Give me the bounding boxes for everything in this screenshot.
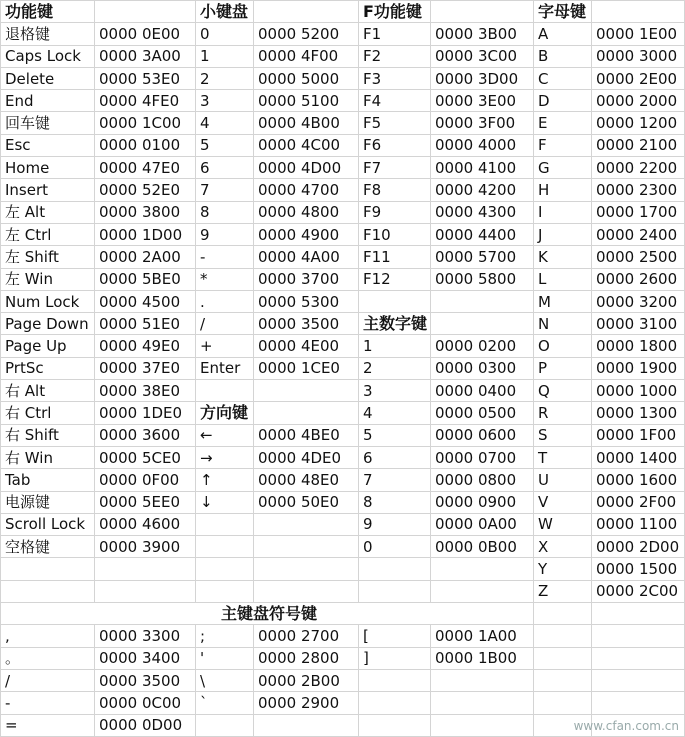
- scan-code: 0000 3300: [95, 625, 196, 647]
- key-name: 6: [196, 157, 254, 179]
- scan-code: 0000 49E0: [95, 335, 196, 357]
- scan-code: 0000 1C00: [95, 112, 196, 134]
- key-name: F12: [359, 268, 431, 290]
- table-row: [1, 201, 685, 223]
- scan-code: 0000 1100: [592, 513, 685, 535]
- scan-code: 0000 0B00: [431, 536, 534, 558]
- scan-code: 0000 4E00: [254, 335, 359, 357]
- scan-code: 0000 5BE0: [95, 268, 196, 290]
- key-name: Q: [534, 380, 592, 402]
- key-name: B: [534, 45, 592, 67]
- empty-cell: [254, 380, 359, 402]
- key-name: 5: [196, 134, 254, 156]
- key-name: 7: [359, 469, 431, 491]
- section-header: 字母键: [534, 1, 592, 23]
- key-name: 右 Win: [1, 446, 95, 468]
- scan-code: 0000 38E0: [95, 380, 196, 402]
- table-row: [1, 157, 685, 179]
- key-name: ': [196, 647, 254, 669]
- key-name: 右 Shift: [1, 424, 95, 446]
- scan-code: 0000 1700: [592, 201, 685, 223]
- key-name: .: [196, 290, 254, 312]
- key-name: 左 Win: [1, 268, 95, 290]
- scan-code: 0000 0100: [95, 134, 196, 156]
- empty-cell: [254, 558, 359, 580]
- scan-code: 0000 4000: [431, 134, 534, 156]
- empty-cell: [254, 714, 359, 736]
- scan-code: 0000 2300: [592, 179, 685, 201]
- key-name: 9: [196, 223, 254, 245]
- key-name: *: [196, 268, 254, 290]
- empty-cell: [534, 625, 592, 647]
- table-row: [1, 647, 685, 669]
- empty-cell: [592, 692, 685, 714]
- key-name: A: [534, 23, 592, 45]
- scan-code: 0000 4B00: [254, 112, 359, 134]
- scan-code: 0000 1B00: [431, 647, 534, 669]
- empty-cell: [196, 714, 254, 736]
- scan-code: 0000 2C00: [592, 580, 685, 602]
- scan-code: 0000 3E00: [431, 90, 534, 112]
- scan-code: 0000 4F00: [254, 45, 359, 67]
- key-name: K: [534, 246, 592, 268]
- key-name: W: [534, 513, 592, 535]
- section-header: 主数字键: [359, 313, 431, 335]
- scan-code: 0000 1500: [592, 558, 685, 580]
- key-name: 8: [196, 201, 254, 223]
- scan-code: 0000 1400: [592, 446, 685, 468]
- empty-cell: [359, 714, 431, 736]
- empty-cell: [431, 714, 534, 736]
- key-name: End: [1, 90, 95, 112]
- key-name: 6: [359, 446, 431, 468]
- empty-cell: [95, 558, 196, 580]
- scan-code: 0000 52E0: [95, 179, 196, 201]
- key-name: Y: [534, 558, 592, 580]
- scan-code: 0000 4DE0: [254, 446, 359, 468]
- scan-code: 0000 5000: [254, 67, 359, 89]
- key-name: F10: [359, 223, 431, 245]
- table-row: [1, 179, 685, 201]
- scan-code: 0000 1A00: [431, 625, 534, 647]
- scan-code: 0000 3900: [95, 536, 196, 558]
- scan-code: 0000 2D00: [592, 536, 685, 558]
- scan-code: 0000 0700: [431, 446, 534, 468]
- key-name: -: [1, 692, 95, 714]
- empty-cell: [534, 647, 592, 669]
- empty-cell: [196, 380, 254, 402]
- scan-code: 0000 2700: [254, 625, 359, 647]
- key-name: Page Down: [1, 313, 95, 335]
- scan-code: 0000 5200: [254, 23, 359, 45]
- scan-code: 0000 4A00: [254, 246, 359, 268]
- empty-cell: [431, 290, 534, 312]
- empty-cell: [431, 580, 534, 602]
- scan-code: 0000 5700: [431, 246, 534, 268]
- scan-code: 0000 1800: [592, 335, 685, 357]
- empty-cell: [534, 603, 592, 625]
- key-name: \: [196, 669, 254, 691]
- key-name: 0: [359, 536, 431, 558]
- empty-cell: [431, 558, 534, 580]
- section-header: 功能键: [1, 1, 95, 23]
- key-name: →: [196, 446, 254, 468]
- scan-code: 0000 4400: [431, 223, 534, 245]
- key-name: /: [1, 669, 95, 691]
- scan-code: 0000 3F00: [431, 112, 534, 134]
- empty-cell: [431, 1, 534, 23]
- scan-code: 0000 0E00: [95, 23, 196, 45]
- scan-code: 0000 5CE0: [95, 446, 196, 468]
- key-name: 3: [359, 380, 431, 402]
- key-name: S: [534, 424, 592, 446]
- table-row: [1, 290, 685, 312]
- scan-code: 0000 2B00: [254, 669, 359, 691]
- empty-cell: [254, 580, 359, 602]
- scan-code: 0000 51E0: [95, 313, 196, 335]
- table-row: [1, 558, 685, 580]
- empty-cell: [359, 558, 431, 580]
- scan-code: 0000 0600: [431, 424, 534, 446]
- scan-code: 0000 0200: [431, 335, 534, 357]
- empty-cell: [592, 669, 685, 691]
- scan-code: 0000 2200: [592, 157, 685, 179]
- key-name: O: [534, 335, 592, 357]
- key-name: PrtSc: [1, 357, 95, 379]
- key-name: D: [534, 90, 592, 112]
- scan-code: 0000 4700: [254, 179, 359, 201]
- scan-code: 0000 2400: [592, 223, 685, 245]
- scan-code: 0000 5EE0: [95, 491, 196, 513]
- key-name: M: [534, 290, 592, 312]
- key-name: 退格键: [1, 23, 95, 45]
- scan-code: 0000 3000: [592, 45, 685, 67]
- key-name: ↑: [196, 469, 254, 491]
- empty-cell: [534, 692, 592, 714]
- key-name: `: [196, 692, 254, 714]
- empty-cell: [431, 692, 534, 714]
- scan-code: 0000 50E0: [254, 491, 359, 513]
- scan-code: 0000 5300: [254, 290, 359, 312]
- key-name: P: [534, 357, 592, 379]
- key-name: F3: [359, 67, 431, 89]
- empty-cell: [592, 625, 685, 647]
- key-name: 右 Ctrl: [1, 402, 95, 424]
- key-name: =: [1, 714, 95, 736]
- empty-cell: [95, 1, 196, 23]
- key-name: Insert: [1, 179, 95, 201]
- key-name: /: [196, 313, 254, 335]
- key-name: 0: [196, 23, 254, 45]
- key-name: 。: [1, 647, 95, 669]
- scan-code: 0000 4BE0: [254, 424, 359, 446]
- key-name: 4: [196, 112, 254, 134]
- scan-code: 0000 0300: [431, 357, 534, 379]
- scan-code: 0000 3A00: [95, 45, 196, 67]
- scan-code: 0000 2600: [592, 268, 685, 290]
- key-name: 5: [359, 424, 431, 446]
- scan-code: 0000 3800: [95, 201, 196, 223]
- key-name: 3: [196, 90, 254, 112]
- key-name: ]: [359, 647, 431, 669]
- table-row: [1, 90, 685, 112]
- table-body: [1, 1, 685, 737]
- table-row: [1, 603, 685, 625]
- key-name: Caps Lock: [1, 45, 95, 67]
- key-name: F6: [359, 134, 431, 156]
- key-name: T: [534, 446, 592, 468]
- scan-code: 0000 4500: [95, 290, 196, 312]
- table-row: [1, 246, 685, 268]
- empty-cell: [254, 536, 359, 558]
- key-name: H: [534, 179, 592, 201]
- scan-code: 0000 0C00: [95, 692, 196, 714]
- table-row: [1, 536, 685, 558]
- empty-cell: [1, 580, 95, 602]
- scan-code: 0000 2800: [254, 647, 359, 669]
- key-name: N: [534, 313, 592, 335]
- table-row: [1, 491, 685, 513]
- scan-code: 0000 3100: [592, 313, 685, 335]
- empty-cell: [592, 1, 685, 23]
- scan-code: 0000 1DE0: [95, 402, 196, 424]
- scan-code: 0000 4FE0: [95, 90, 196, 112]
- scan-code: 0000 3600: [95, 424, 196, 446]
- table-row: [1, 134, 685, 156]
- scan-code: 0000 3500: [95, 669, 196, 691]
- table-row: [1, 692, 685, 714]
- key-name: 左 Ctrl: [1, 223, 95, 245]
- key-name: G: [534, 157, 592, 179]
- key-name: 7: [196, 179, 254, 201]
- scan-code: 0000 3D00: [431, 67, 534, 89]
- scan-code: 0000 3500: [254, 313, 359, 335]
- key-name: 左 Alt: [1, 201, 95, 223]
- scan-code: 0000 3400: [95, 647, 196, 669]
- scan-code: 0000 5100: [254, 90, 359, 112]
- scan-code: 0000 3200: [592, 290, 685, 312]
- key-name: F7: [359, 157, 431, 179]
- empty-cell: [196, 513, 254, 535]
- scan-code: 0000 4900: [254, 223, 359, 245]
- scan-code: 0000 2500: [592, 246, 685, 268]
- scan-code: 0000 1D00: [95, 223, 196, 245]
- key-name: 右 Alt: [1, 380, 95, 402]
- scan-code: 0000 0800: [431, 469, 534, 491]
- key-name: ↓: [196, 491, 254, 513]
- scan-code: 0000 4600: [95, 513, 196, 535]
- key-name: 9: [359, 513, 431, 535]
- key-name: Page Up: [1, 335, 95, 357]
- key-name: L: [534, 268, 592, 290]
- key-name: ,: [1, 625, 95, 647]
- key-name: C: [534, 67, 592, 89]
- scan-code: 0000 0F00: [95, 469, 196, 491]
- empty-cell: [359, 669, 431, 691]
- key-name: R: [534, 402, 592, 424]
- key-name: Delete: [1, 67, 95, 89]
- empty-cell: [1, 558, 95, 580]
- scan-code: 0000 0D00: [95, 714, 196, 736]
- empty-cell: [534, 669, 592, 691]
- empty-cell: [196, 536, 254, 558]
- key-name: 电源键: [1, 491, 95, 513]
- scan-code: 0000 0A00: [431, 513, 534, 535]
- key-name: Home: [1, 157, 95, 179]
- key-name: Num Lock: [1, 290, 95, 312]
- scan-code: 0000 4800: [254, 201, 359, 223]
- table-row: [1, 580, 685, 602]
- scan-code: 0000 53E0: [95, 67, 196, 89]
- scan-code: 0000 2F00: [592, 491, 685, 513]
- scan-code: 0000 2000: [592, 90, 685, 112]
- table-row: [1, 313, 685, 335]
- table-row: [1, 23, 685, 45]
- key-name: F1: [359, 23, 431, 45]
- table-row: [1, 446, 685, 468]
- scan-code: 0000 0900: [431, 491, 534, 513]
- scan-code: 0000 1F00: [592, 424, 685, 446]
- empty-cell: [359, 290, 431, 312]
- scan-code: 0000 1300: [592, 402, 685, 424]
- scan-code: 0000 4100: [431, 157, 534, 179]
- key-name: 2: [196, 67, 254, 89]
- table-row: [1, 45, 685, 67]
- key-name: F9: [359, 201, 431, 223]
- empty-cell: [592, 603, 685, 625]
- scan-code: 0000 1900: [592, 357, 685, 379]
- key-name: F: [534, 134, 592, 156]
- empty-cell: [359, 692, 431, 714]
- section-header: 方向键: [196, 402, 254, 424]
- scan-code: 0000 2A00: [95, 246, 196, 268]
- key-name: 1: [359, 335, 431, 357]
- scan-code: 0000 3700: [254, 268, 359, 290]
- key-name: F11: [359, 246, 431, 268]
- scan-code: 0000 4C00: [254, 134, 359, 156]
- key-name: Scroll Lock: [1, 513, 95, 535]
- key-name: 2: [359, 357, 431, 379]
- empty-cell: [196, 580, 254, 602]
- key-name: I: [534, 201, 592, 223]
- key-name: -: [196, 246, 254, 268]
- scan-code: 0000 1000: [592, 380, 685, 402]
- scan-code: 0000 1E00: [592, 23, 685, 45]
- table-row: [1, 625, 685, 647]
- key-name: U: [534, 469, 592, 491]
- table-row: [1, 669, 685, 691]
- key-name: 4: [359, 402, 431, 424]
- key-name: Tab: [1, 469, 95, 491]
- section-header: 小键盘: [196, 1, 254, 23]
- key-name: F8: [359, 179, 431, 201]
- key-name: 空格键: [1, 536, 95, 558]
- key-name: ;: [196, 625, 254, 647]
- empty-cell: [254, 402, 359, 424]
- empty-cell: [431, 313, 534, 335]
- scan-code: 0000 2100: [592, 134, 685, 156]
- empty-cell: [359, 580, 431, 602]
- scan-code: 0000 37E0: [95, 357, 196, 379]
- key-name: ←: [196, 424, 254, 446]
- key-name: J: [534, 223, 592, 245]
- key-name: Esc: [1, 134, 95, 156]
- key-name: F5: [359, 112, 431, 134]
- empty-cell: [431, 669, 534, 691]
- table-row: [1, 112, 685, 134]
- key-name: 回车键: [1, 112, 95, 134]
- scan-code: 0000 2900: [254, 692, 359, 714]
- empty-cell: [95, 580, 196, 602]
- empty-cell: [592, 647, 685, 669]
- table-row: [1, 513, 685, 535]
- scan-code: 0000 47E0: [95, 157, 196, 179]
- section-header: 主键盘符号键: [1, 603, 534, 625]
- scan-code: 0000 1200: [592, 112, 685, 134]
- key-name: F4: [359, 90, 431, 112]
- table-row: [1, 402, 685, 424]
- scan-code: 0000 0500: [431, 402, 534, 424]
- key-name: Z: [534, 580, 592, 602]
- scan-code: 0000 4200: [431, 179, 534, 201]
- scan-code: 0000 3B00: [431, 23, 534, 45]
- key-name: Enter: [196, 357, 254, 379]
- table-row: [1, 223, 685, 245]
- key-name: V: [534, 491, 592, 513]
- empty-cell: [254, 1, 359, 23]
- scan-code: 0000 1600: [592, 469, 685, 491]
- key-name: F2: [359, 45, 431, 67]
- key-name: [: [359, 625, 431, 647]
- table-row: [1, 424, 685, 446]
- scan-code: 0000 4D00: [254, 157, 359, 179]
- scan-code: 0000 48E0: [254, 469, 359, 491]
- scan-code: 0000 1CE0: [254, 357, 359, 379]
- table-row: [1, 469, 685, 491]
- key-name: 8: [359, 491, 431, 513]
- table-row: [1, 67, 685, 89]
- scan-code: 0000 2E00: [592, 67, 685, 89]
- empty-cell: [196, 558, 254, 580]
- key-name: E: [534, 112, 592, 134]
- key-name: 1: [196, 45, 254, 67]
- table-row: [1, 380, 685, 402]
- table-row: [1, 268, 685, 290]
- empty-cell: [254, 513, 359, 535]
- key-name: +: [196, 335, 254, 357]
- table-row: [1, 1, 685, 23]
- key-name: X: [534, 536, 592, 558]
- scan-code: 0000 5800: [431, 268, 534, 290]
- table-row: [1, 357, 685, 379]
- key-name: 左 Shift: [1, 246, 95, 268]
- scan-code: 0000 3C00: [431, 45, 534, 67]
- scan-code: 0000 4300: [431, 201, 534, 223]
- section-header: F功能键: [359, 1, 431, 23]
- watermark: www.cfan.com.cn: [573, 719, 679, 733]
- scan-code: 0000 0400: [431, 380, 534, 402]
- table-row: [1, 335, 685, 357]
